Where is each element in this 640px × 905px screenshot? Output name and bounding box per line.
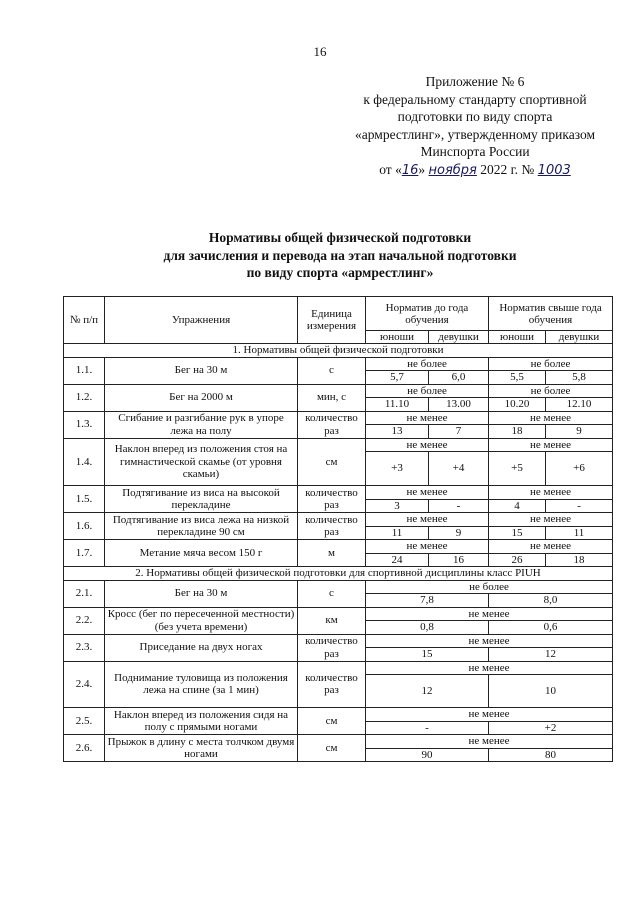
- table-row: [64, 607, 613, 621]
- value-boys-year1: 5,7: [366, 371, 429, 385]
- date-prefix: от «: [379, 161, 402, 177]
- value-over: 0,6: [489, 621, 613, 635]
- section-header-row: [64, 344, 613, 358]
- value-year1: 0,8: [366, 621, 489, 635]
- exercise-name: Бег на 30 м: [105, 580, 298, 607]
- condition: не менее: [366, 735, 613, 749]
- value-girls-over: 9: [546, 425, 613, 439]
- value-boys-over: +5: [489, 452, 546, 486]
- value-girls-year1: 13.00: [429, 398, 489, 412]
- unit-cell: количество раз: [298, 486, 366, 513]
- date-year: 2022 г. №: [480, 161, 535, 177]
- condition: не более: [366, 580, 613, 594]
- unit-cell: количество раз: [298, 634, 366, 661]
- condition-year1: не менее: [366, 486, 489, 500]
- table-row: [64, 384, 613, 398]
- condition-over: не более: [489, 384, 613, 398]
- order-number-handwritten: 1003: [537, 162, 571, 178]
- condition-year1: не менее: [366, 411, 489, 425]
- row-number: 1.2.: [64, 384, 105, 411]
- row-number: 1.1.: [64, 357, 105, 384]
- exercise-name: Подтягивание из виса на высокой перекладине: [105, 486, 298, 513]
- date-mid: »: [418, 161, 426, 177]
- value-girls-over: 11: [546, 526, 613, 540]
- appendix-line: к федеральному стандарту спортивной: [363, 91, 587, 107]
- document-title: [80, 229, 600, 282]
- unit-cell: м: [298, 540, 366, 567]
- norms-table-body: [64, 344, 613, 762]
- value-year1: 7,8: [366, 594, 489, 608]
- unit-cell: с: [298, 580, 366, 607]
- row-number: 1.3.: [64, 411, 105, 438]
- table-row: [64, 661, 613, 675]
- unit-cell: количество раз: [298, 411, 366, 438]
- value-boys-over: 26: [489, 553, 546, 567]
- page-number: 16: [313, 44, 327, 59]
- row-number: 2.2.: [64, 607, 105, 634]
- appendix-date-line: [320, 161, 630, 180]
- value-girls-year1: +4: [429, 452, 489, 486]
- exercise-name: Наклон вперед из положения стоя на гимнастической скамье (от уровня скамьи): [105, 438, 298, 486]
- table-row: [64, 540, 613, 554]
- row-number: 1.7.: [64, 540, 105, 567]
- condition-year1: не менее: [366, 438, 489, 452]
- exercise-name: Поднимание туловища из положения лежа на спине (за 1 мин): [105, 661, 298, 708]
- title-line: Нормативы общей физической подготовки: [208, 230, 472, 245]
- table-row: [64, 411, 613, 425]
- exercise-name: Наклон вперед из положения сидя на полу с прямыми ногами: [105, 708, 298, 735]
- table-row: [64, 708, 613, 722]
- exercise-name: Бег на 2000 м: [105, 384, 298, 411]
- condition-over: не менее: [489, 486, 613, 500]
- unit-cell: см: [298, 708, 366, 735]
- header-num: № п/п: [64, 297, 105, 344]
- value-year1: 12: [366, 675, 489, 708]
- exercise-name: Сгибание и разгибание рук в упоре лежа на полу: [105, 411, 298, 438]
- value-over: 12: [489, 648, 613, 662]
- table-row: [64, 438, 613, 452]
- header-girls: девушки: [429, 331, 489, 344]
- row-number: 1.6.: [64, 513, 105, 540]
- condition: не менее: [366, 661, 613, 675]
- header-norm-over: Норматив свыше года обучения: [489, 297, 613, 331]
- appendix-line: Приложение № 6: [425, 74, 525, 89]
- condition: не менее: [366, 708, 613, 722]
- unit-cell: мин, с: [298, 384, 366, 411]
- table-row: [64, 580, 613, 594]
- condition-year1: не менее: [366, 513, 489, 527]
- section-title: 2. Нормативы общей физической подготовки для спортивной дисциплины класс PIUH: [64, 567, 613, 581]
- row-number: 2.6.: [64, 735, 105, 762]
- table-row: [64, 357, 613, 371]
- header-girls: девушки: [546, 331, 613, 344]
- value-girls-year1: 9: [429, 526, 489, 540]
- value-over: +2: [489, 721, 613, 735]
- value-boys-year1: 11: [366, 526, 429, 540]
- appendix-line: Минспорта России: [420, 144, 530, 160]
- value-girls-over: +6: [546, 452, 613, 486]
- value-girls-year1: 7: [429, 425, 489, 439]
- value-girls-over: 5,8: [546, 371, 613, 385]
- value-boys-year1: +3: [366, 452, 429, 486]
- condition: не менее: [366, 634, 613, 648]
- exercise-name: Кросс (бег по пересеченной местности) (без учета времени): [105, 607, 298, 634]
- title-line: для зачисления и перевода на этап начальной подготовки: [163, 247, 517, 263]
- table-row: [64, 513, 613, 527]
- value-boys-over: 18: [489, 425, 546, 439]
- exercise-name: Прыжок в длину с места толчком двумя ногами: [105, 735, 298, 762]
- value-over: 80: [489, 748, 613, 762]
- value-year1: -: [366, 721, 489, 735]
- value-girls-year1: -: [429, 499, 489, 513]
- row-number: 2.5.: [64, 708, 105, 735]
- exercise-name: Подтягивание из виса лежа на низкой перекладине 90 см: [105, 513, 298, 540]
- value-year1: 90: [366, 748, 489, 762]
- row-number: 2.1.: [64, 580, 105, 607]
- section-header-row: [64, 567, 613, 581]
- condition-over: не менее: [489, 411, 613, 425]
- value-girls-over: -: [546, 499, 613, 513]
- value-girls-year1: 6,0: [429, 371, 489, 385]
- table-row: [64, 634, 613, 648]
- value-over: 10: [489, 675, 613, 708]
- header-exercise: Упражнения: [105, 297, 298, 344]
- condition-over: не менее: [489, 540, 613, 554]
- header-boys: юноши: [489, 331, 546, 344]
- norms-table: [63, 296, 613, 762]
- title-line: по виду спорта «армрестлинг»: [246, 265, 434, 280]
- value-over: 8,0: [489, 594, 613, 608]
- value-boys-year1: 13: [366, 425, 429, 439]
- row-number: 2.4.: [64, 661, 105, 708]
- value-boys-over: 4: [489, 499, 546, 513]
- header-boys: юноши: [366, 331, 429, 344]
- unit-cell: см: [298, 735, 366, 762]
- unit-cell: км: [298, 607, 366, 634]
- exercise-name: Бег на 30 м: [105, 357, 298, 384]
- appendix-line: подготовки по виду спорта: [397, 109, 553, 125]
- header-norm-year1: Норматив до года обучения: [366, 297, 489, 331]
- value-girls-over: 18: [546, 553, 613, 567]
- value-boys-over: 10.20: [489, 398, 546, 412]
- exercise-name: Приседание на двух ногах: [105, 634, 298, 661]
- condition-over: не менее: [489, 438, 613, 452]
- condition-over: не менее: [489, 513, 613, 527]
- row-number: 1.5.: [64, 486, 105, 513]
- appendix-block: [320, 73, 630, 180]
- value-boys-over: 5,5: [489, 371, 546, 385]
- table-row: [64, 486, 613, 500]
- condition-over: не более: [489, 357, 613, 371]
- value-boys-year1: 11.10: [366, 398, 429, 412]
- value-boys-year1: 3: [366, 499, 429, 513]
- row-number: 2.3.: [64, 634, 105, 661]
- condition-year1: не более: [366, 357, 489, 371]
- header-unit: Единица измерения: [298, 297, 366, 344]
- condition-year1: не менее: [366, 540, 489, 554]
- value-year1: 15: [366, 648, 489, 662]
- unit-cell: количество раз: [298, 661, 366, 708]
- row-number: 1.4.: [64, 438, 105, 486]
- unit-cell: с: [298, 357, 366, 384]
- exercise-name: Метание мяча весом 150 г: [105, 540, 298, 567]
- value-boys-over: 15: [489, 526, 546, 540]
- value-girls-year1: 16: [429, 553, 489, 567]
- condition-year1: не более: [366, 384, 489, 398]
- condition: не менее: [366, 607, 613, 621]
- appendix-line: «армрестлинг», утвержденному приказом: [354, 126, 595, 142]
- table-row: [64, 735, 613, 749]
- value-girls-over: 12.10: [546, 398, 613, 412]
- unit-cell: количество раз: [298, 513, 366, 540]
- unit-cell: см: [298, 438, 366, 486]
- date-day-handwritten: 16: [401, 162, 419, 178]
- value-boys-year1: 24: [366, 553, 429, 567]
- section-title: 1. Нормативы общей физической подготовки: [64, 344, 613, 358]
- date-month-handwritten: ноября: [428, 162, 477, 178]
